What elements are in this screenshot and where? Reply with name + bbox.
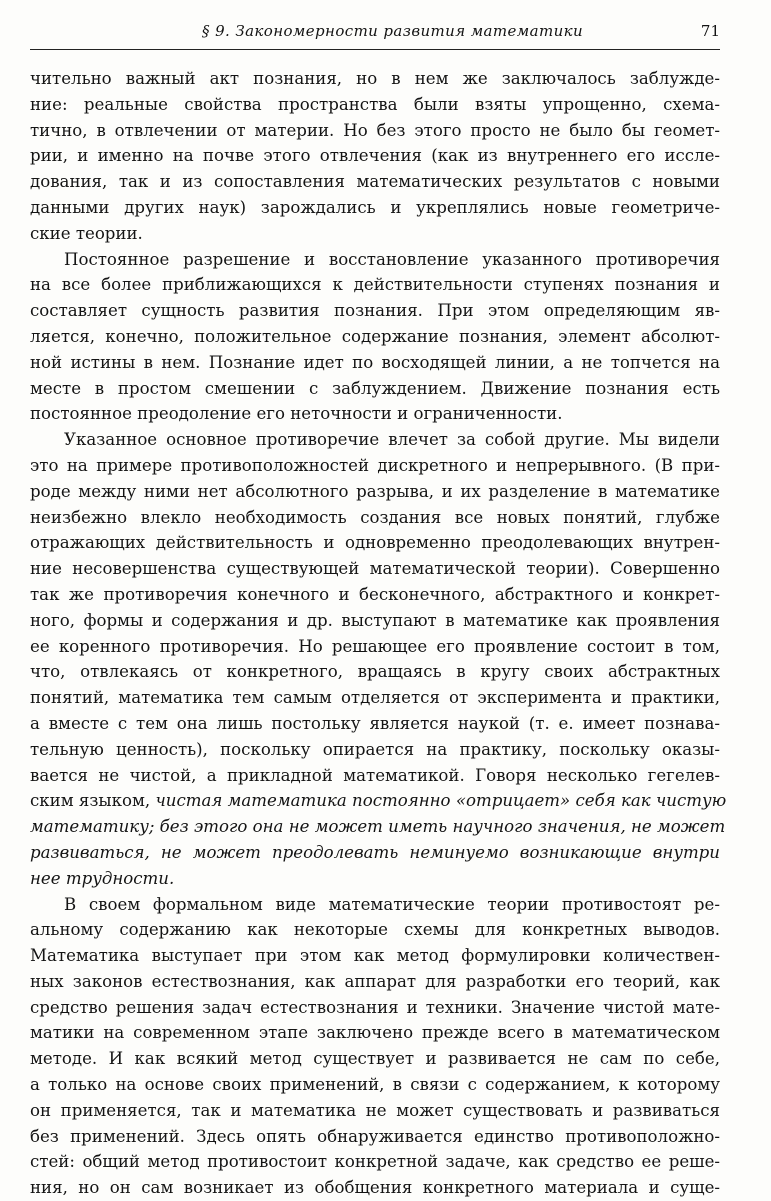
text-line: Указанное основное противоречие влечет за собой другие. Мы видели: [64, 430, 720, 450]
text-line-italic: математику; без этого она не может иметь научного значения, не может: [30, 817, 726, 837]
text-roman: ским языком,: [30, 791, 151, 811]
header-rule: [30, 49, 720, 50]
text-line: неизбежно влекло необходимость создания все новых понятий, глубже: [30, 507, 720, 527]
text-line: В своем формальном виде математические теории противостоят ре-: [64, 894, 720, 914]
text-line: тично, в отвлечении от материи. Но без этого просто не было бы геомет-: [30, 120, 720, 140]
text-line: ния, но он сам возникает из обобщения конкретного материала и суще-: [30, 1178, 720, 1198]
body-text: [30, 66, 727, 1201]
text-line: это на примере противоположностей дискретного и непрерывного. (В при-: [30, 455, 720, 475]
text-line: матики на современном этапе заключено прежде всего в математическом: [30, 1023, 720, 1043]
text-line: ляется, конечно, положительное содержание познания, элемент абсолют-: [30, 326, 720, 346]
text-line: так же противоречия конечного и бесконечного, абстрактного и конкрет-: [30, 584, 720, 604]
text-line: что, отвлекаясь от конкретного, вращаясь в кругу своих абстрактных: [30, 662, 720, 682]
text-line: ного, формы и содержания и др. выступают в математике как проявления: [30, 610, 720, 630]
text-line: он применяется, так и математика не может существовать и развиваться: [30, 1100, 720, 1120]
text-line: понятий, математика тем самым отделяется от эксперимента и практики,: [30, 688, 720, 708]
text-line: Математика выступает при этом как метод формулировки количествен-: [30, 946, 720, 966]
text-line: тельную ценность), поскольку опирается на практику, поскольку оказы-: [30, 739, 720, 759]
text-italic: чистая математика постоянно «отрицает» себя как чистую: [155, 791, 727, 811]
text-line: на все более приближающихся к действительности ступенях познания и: [30, 275, 720, 295]
text-line: ские теории.: [30, 223, 143, 243]
text-line: чительно важный акт познания, но в нем же заключалось заблужде-: [30, 69, 720, 88]
running-head: § 9. Закономерности развития математики: [202, 22, 584, 40]
text-line: а только на основе своих применений, в связи с содержанием, к которому: [30, 1075, 720, 1095]
text-line: методе. И как всякий метод существует и развивается не сам по себе,: [30, 1049, 720, 1069]
text-line: стей: общий метод противостоит конкретной задаче, как средство ее реше-: [30, 1152, 720, 1172]
text-line: а вместе с тем она лишь постольку является наукой (т. е. имеет познава-: [30, 713, 720, 733]
text-line: ной истины в нем. Познание идет по восходящей линии, а не топчется на: [30, 352, 720, 372]
text-line: альному содержанию как некоторые схемы для конкретных выводов.: [30, 920, 720, 940]
text-line: рии, и именно на почве этого отвлечения (как из внутреннего его иссле-: [30, 146, 720, 166]
text-line-mixed: [30, 788, 727, 814]
text-line: составляет сущность развития познания. При этом определяющим яв-: [30, 301, 720, 321]
page-header: [30, 22, 720, 48]
text-line: дования, так и из сопоставления математических результатов с новыми: [30, 172, 720, 192]
text-line: роде между ними нет абсолютного разрыва, и их разделение в математике: [30, 481, 720, 501]
text-line: ее коренного противоречия. Но решающее его проявление состоит в том,: [30, 636, 720, 656]
text-line-italic: развиваться, не может преодолевать неминуемо возникающие внутри: [30, 842, 720, 862]
text-line: ние: реальные свойства пространства были взяты упрощенно, схема-: [30, 94, 720, 114]
text-line: отражающих действительность и одновременно преодолевающих внутрен-: [30, 533, 720, 553]
page-number: 71: [700, 22, 720, 40]
text-line: данными других наук) зарождались и укреплялись новые геометриче-: [30, 197, 720, 217]
text-line: месте в простом смешении с заблуждением. Движение познания есть: [30, 378, 720, 398]
text-line: Постоянное разрешение и восстановление указанного противоречия: [64, 249, 720, 269]
text-line: ных законов естествознания, как аппарат для разработки его теорий, как: [30, 971, 720, 991]
text-line: ние несовершенства существующей математической теории). Совершенно: [30, 559, 720, 579]
text-line: постоянное преодоление его неточности и ограниченности.: [30, 404, 563, 424]
text-line: средство решения задач естествознания и техники. Значение чистой мате-: [30, 997, 720, 1017]
text-line: вается не чистой, а прикладной математикой. Говоря несколько гегелев-: [30, 765, 720, 785]
text-line-italic: нее трудности.: [30, 868, 175, 888]
text-line: без применений. Здесь опять обнаруживается единство противоположно-: [30, 1126, 720, 1146]
